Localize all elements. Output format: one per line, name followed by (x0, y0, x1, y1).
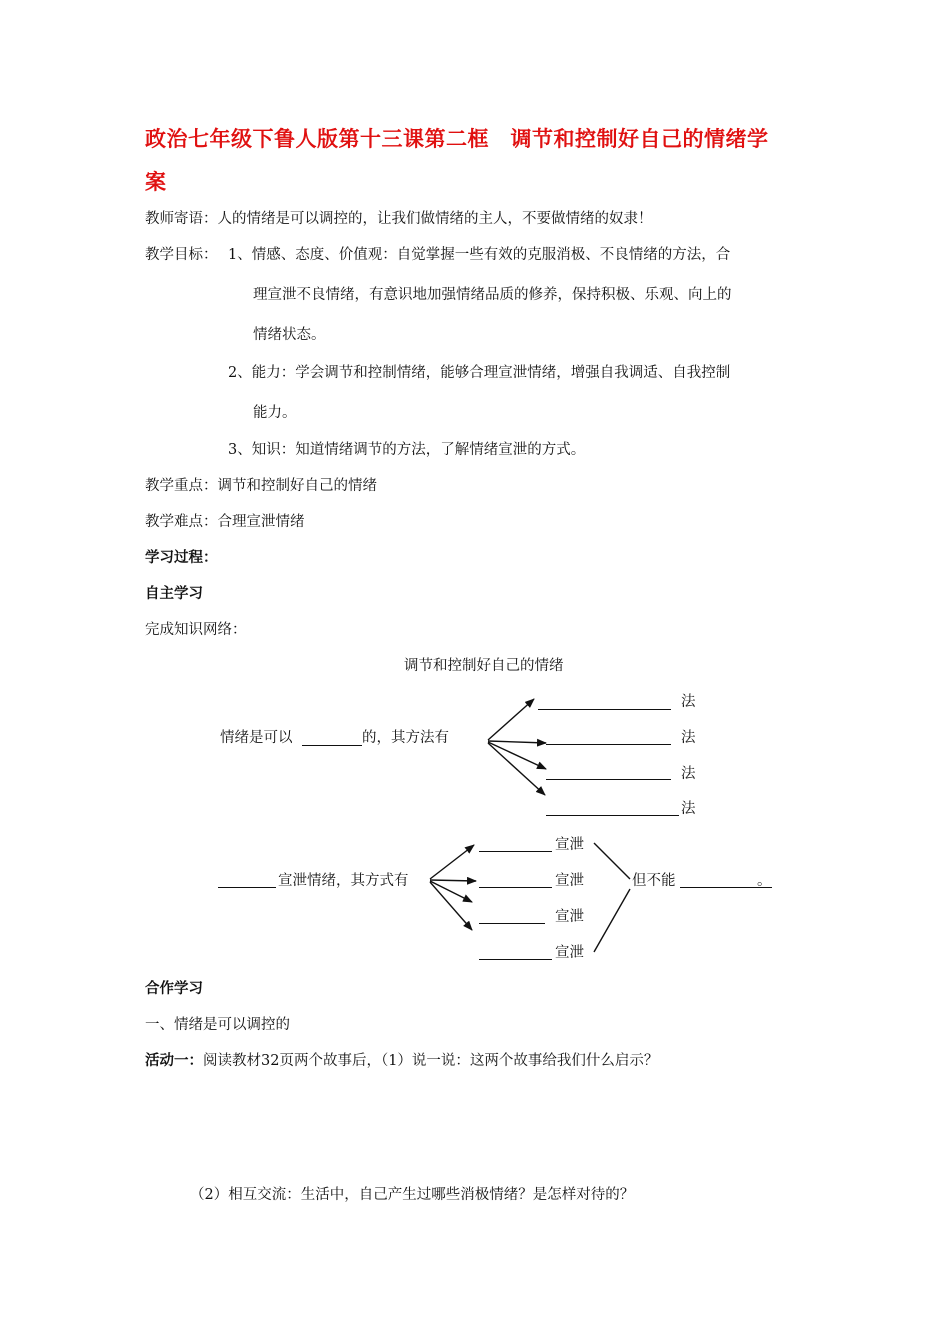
lower-branch-label-1: 宣泄 (555, 837, 584, 853)
upper-branch-label-3: 法 (681, 766, 696, 782)
activity-1 (145, 1051, 658, 1071)
lower-arrow-4 (430, 882, 472, 930)
self-study-heading: 自主学习 (145, 585, 203, 602)
upper-arrow-1 (488, 699, 534, 740)
section-1-heading: 一、情绪是可以调控的 (145, 1017, 290, 1033)
coop-heading: 合作学习 (145, 980, 203, 997)
objective-1-line2: 理宣泄不良情绪，有意识地加强情绪品质的修养，保持积极、乐观、向上的 (253, 287, 732, 303)
lower-branch-label-4: 宣泄 (555, 945, 584, 961)
activity-1-label: 活动一： (145, 1052, 203, 1069)
objective-2-line1: 2、能力：学会调节和控制情绪，能够合理宣泄情绪，增强自我调适、自我控制 (228, 365, 731, 381)
lower-branch-label-2: 宣泄 (555, 873, 584, 889)
objective-1-line1: 1、情感、态度、价值观：自觉掌握一些有效的克服消极、不良情绪的方法，合 (228, 247, 731, 263)
diagram-title: 调节和控制好自己的情绪 (404, 658, 564, 674)
upper-arrow-4 (488, 743, 545, 795)
process-heading: 学习过程： (145, 549, 218, 566)
objective-1-line3: 情绪状态。 (253, 327, 326, 343)
page-title-line1: 政治七年级下鲁人版第十三课第二框 调节和控制好自己的情绪学 (145, 126, 769, 151)
upper-stem-suffix: 的，其方法有 (362, 730, 449, 746)
lower-arrow-3 (430, 881, 472, 902)
lower-arrow-1 (430, 845, 474, 879)
upper-branch-label-4: 法 (681, 801, 696, 817)
objective-2-line2: 能力。 (253, 405, 297, 421)
upper-branch-label-1: 法 (681, 694, 696, 710)
converge-line-bottom (594, 889, 630, 952)
but-not-label: 但不能 (632, 873, 676, 889)
lower-arrow-2 (430, 880, 476, 881)
question-2: （2）相互交流：生活中，自己产生过哪些消极情绪？是怎样对待的？ (190, 1187, 635, 1203)
objectives-label: 教学目标： (145, 247, 218, 263)
lower-branch-label-3: 宣泄 (555, 909, 584, 925)
end-mark: 。 (757, 873, 772, 889)
teacher-message: 教师寄语：人的情绪是可以调控的，让我们做情绪的主人，不要做情绪的奴隶！ (145, 211, 653, 227)
difficulty: 教学难点：合理宣泄情绪 (145, 514, 305, 530)
key-point: 教学重点：调节和控制好自己的情绪 (145, 478, 377, 494)
upper-arrow-3 (488, 742, 546, 769)
objective-3: 3、知识：知道情绪调节的方法，了解情绪宣泄的方式。 (228, 442, 586, 458)
activity-1-text: 阅读教材32页两个故事后，（1）说一说：这两个故事给我们什么启示？ (203, 1053, 659, 1069)
network-prompt: 完成知识网络： (145, 622, 247, 638)
upper-branch-label-2: 法 (681, 730, 696, 746)
upper-arrow-2 (488, 741, 546, 743)
lower-stem-suffix: 宣泄情绪，其方式有 (278, 873, 409, 889)
converge-line-top (594, 843, 630, 879)
page-title-line2: 案 (145, 169, 167, 194)
upper-stem-prefix: 情绪是可以 (220, 730, 293, 746)
